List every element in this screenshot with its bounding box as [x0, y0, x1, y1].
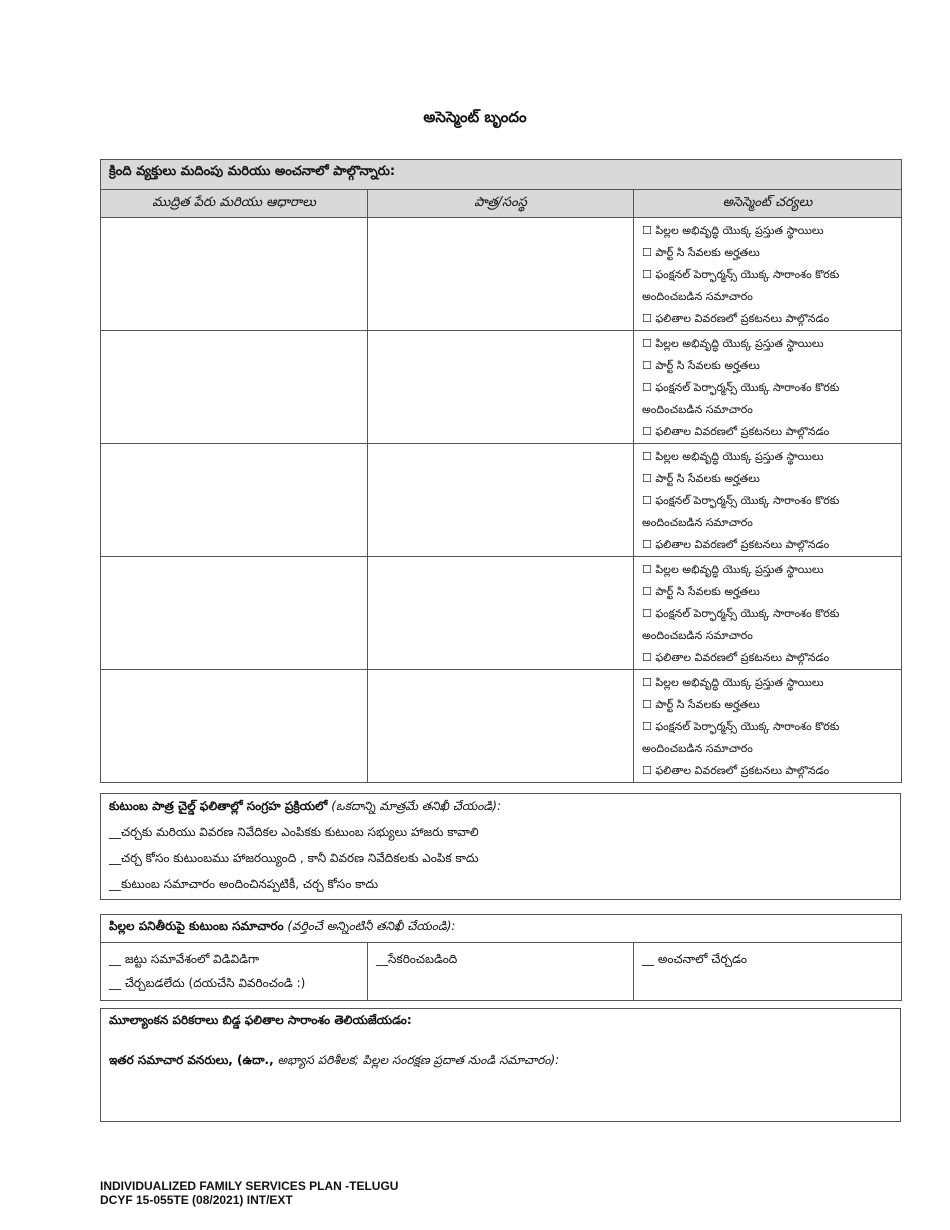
activity-item[interactable]: ☐ ఫలితాల వివరణలో ప్రకటనలు పాల్గొనడం — [642, 312, 830, 325]
activity-item[interactable]: ☐ ఫంక్షనల్ పెర్ఫార్మన్స్ యొక్క సారాంశం కొరకు — [642, 268, 840, 281]
family-info-option-separately[interactable]: __ జట్టు సమావేశంలో విడివిడిగా — [109, 952, 260, 966]
member-name-cell[interactable] — [101, 331, 368, 444]
column-header-activities: అసెస్మెంట్ చర్యలు — [634, 190, 902, 218]
activity-item[interactable]: ☐ ఫలితాల వివరణలో ప్రకటనలు పాల్గొనడం — [642, 538, 830, 551]
team-member-row — [101, 444, 902, 557]
activity-item[interactable]: ☐ పిల్లల అభివృద్ధి యొక్క ప్రస్తుత స్థాయిలు — [642, 563, 824, 576]
member-role-cell[interactable] — [368, 557, 634, 670]
activity-item: అందించబడిన సమాచారం — [642, 516, 753, 529]
activity-item[interactable]: ☐ పిల్లల అభివృద్ధి యొక్క ప్రస్తుత స్థాయిలు — [642, 450, 824, 463]
family-info-option-collected[interactable]: __సేకరించబడింది — [376, 952, 458, 966]
activity-item[interactable]: ☐ పార్ట్ సి సేవలకు అర్హతలు — [642, 698, 760, 711]
assessment-table-header: క్రింది వ్యక్తులు మదింపు మరియు అంచనాలో పాల్గొన్నారు: — [101, 160, 902, 190]
member-name-cell[interactable] — [101, 557, 368, 670]
family-role-box — [100, 793, 901, 900]
family-info-option-included-in-assessment[interactable]: __ అంచనాలో చేర్చడం — [642, 952, 747, 966]
activity-item: అందించబడిన సమాచారం — [642, 290, 753, 303]
activity-item[interactable]: ☐ పిల్లల అభివృద్ధి యొక్క ప్రస్తుత స్థాయిలు — [642, 337, 824, 350]
member-name-cell[interactable] — [101, 670, 368, 783]
family-role-option-2[interactable]: __చర్చ కోసం కుటుంబము హాజరయ్యింది , కానీ వివరణ నివేదికలకు ఎంపిక కాదు — [109, 851, 479, 865]
activity-item[interactable]: ☐ ఫంక్షనల్ పెర్ఫార్మన్స్ యొక్క సారాంశం కొరకు — [642, 607, 840, 620]
family-role-option-1[interactable]: __చర్చకు మరియు వివరణ నివేదికల ఎంపికకు కుటుంబ సభ్యులు హాజరు కావాలి — [109, 825, 479, 839]
activity-item[interactable]: ☐ ఫంక్షనల్ పెర్ఫార్మన్స్ యొక్క సారాంశం కొరకు — [642, 381, 840, 394]
summary-box — [100, 1008, 901, 1122]
team-member-row — [101, 670, 902, 783]
family-info-col-2 — [368, 943, 634, 1001]
column-header-role: పాత్ర/సంస్థ — [368, 190, 634, 218]
family-info-heading: పిల్లల పనితీరుపై కుటుంబ సమాచారం (వర్తించే అన్నింటినీ తనిఖీ చేయండి): — [101, 915, 902, 943]
family-role-heading: కుటుంబ పాత్ర చైల్డ్ ఫలితాల్లో సంగ్రహ ప్రక్రియలో (ఒకదాన్ని మాత్రమే తనిఖీ చేయండి): — [109, 799, 502, 813]
family-info-option-not-included[interactable]: __ చేర్చబడలేదు (దయచేసి వివరించండి :) — [109, 976, 306, 990]
summary-other-sources-label: ఇతర సమాచార వనరులు, (ఉదా., అభ్యాస పరిశీలక; పిల్లల సంరక్షణ ప్రదాత నుండి సమాచారం): — [109, 1053, 560, 1067]
activity-item: అందించబడిన సమాచారం — [642, 629, 753, 642]
member-activities-cell — [634, 557, 902, 670]
activity-item[interactable]: ☐ ఫలితాల వివరణలో ప్రకటనలు పాల్గొనడం — [642, 651, 830, 664]
activity-item: అందించబడిన సమాచారం — [642, 403, 753, 416]
activity-item[interactable]: ☐ ఫంక్షనల్ పెర్ఫార్మన్స్ యొక్క సారాంశం కొరకు — [642, 494, 840, 507]
footer-form-title: INDIVIDUALIZED FAMILY SERVICES PLAN -TELUGU — [100, 1179, 399, 1193]
member-role-cell[interactable] — [368, 218, 634, 331]
column-header-name: ముద్రిత పేరు మరియు ఆధారాలు — [101, 190, 368, 218]
team-member-row — [101, 331, 902, 444]
member-activities-cell — [634, 670, 902, 783]
member-activities-cell — [634, 218, 902, 331]
family-info-table — [100, 914, 902, 1001]
member-role-cell[interactable] — [368, 331, 634, 444]
activity-item[interactable]: ☐ పిల్లల అభివృద్ధి యొక్క ప్రస్తుత స్థాయిలు — [642, 224, 824, 237]
family-role-option-3[interactable]: __కుటుంబ సమాచారం అందించినప్పటికీ, చర్చ కోసం కాదు — [109, 877, 379, 891]
team-member-row — [101, 218, 902, 331]
form-footer — [100, 1179, 398, 1207]
member-role-cell[interactable] — [368, 444, 634, 557]
activity-item[interactable]: ☐ పార్ట్ సి సేవలకు అర్హతలు — [642, 246, 760, 259]
activity-item[interactable]: ☐ పార్ట్ సి సేవలకు అర్హతలు — [642, 585, 760, 598]
activity-item: అందించబడిన సమాచారం — [642, 742, 753, 755]
footer-form-number: DCYF 15-055TE (08/2021) INT/EXT — [100, 1193, 293, 1207]
team-member-row — [101, 557, 902, 670]
activity-item[interactable]: ☐ ఫలితాల వివరణలో ప్రకటనలు పాల్గొనడం — [642, 764, 830, 777]
summary-instruments-label: మూల్యాంకన పరికరాలు బిడ్డ ఫలితాల సారాంశం తెలియజేయడం: — [109, 1013, 412, 1027]
family-info-col-3 — [634, 943, 902, 1001]
member-name-cell[interactable] — [101, 444, 368, 557]
activity-item[interactable]: ☐ ఫలితాల వివరణలో ప్రకటనలు పాల్గొనడం — [642, 425, 830, 438]
activity-item[interactable]: ☐ పిల్లల అభివృద్ధి యొక్క ప్రస్తుత స్థాయిలు — [642, 676, 824, 689]
member-activities-cell — [634, 444, 902, 557]
activity-item[interactable]: ☐ పార్ట్ సి సేవలకు అర్హతలు — [642, 359, 760, 372]
member-activities-cell — [634, 331, 902, 444]
assessment-team-table — [100, 159, 902, 783]
member-role-cell[interactable] — [368, 670, 634, 783]
activity-item[interactable]: ☐ ఫంక్షనల్ పెర్ఫార్మన్స్ యొక్క సారాంశం కొరకు — [642, 720, 840, 733]
family-info-col-1 — [101, 943, 368, 1001]
member-name-cell[interactable] — [101, 218, 368, 331]
activity-item[interactable]: ☐ పార్ట్ సి సేవలకు అర్హతలు — [642, 472, 760, 485]
page-title: అసెస్మెంట్ బృందం — [423, 108, 527, 126]
